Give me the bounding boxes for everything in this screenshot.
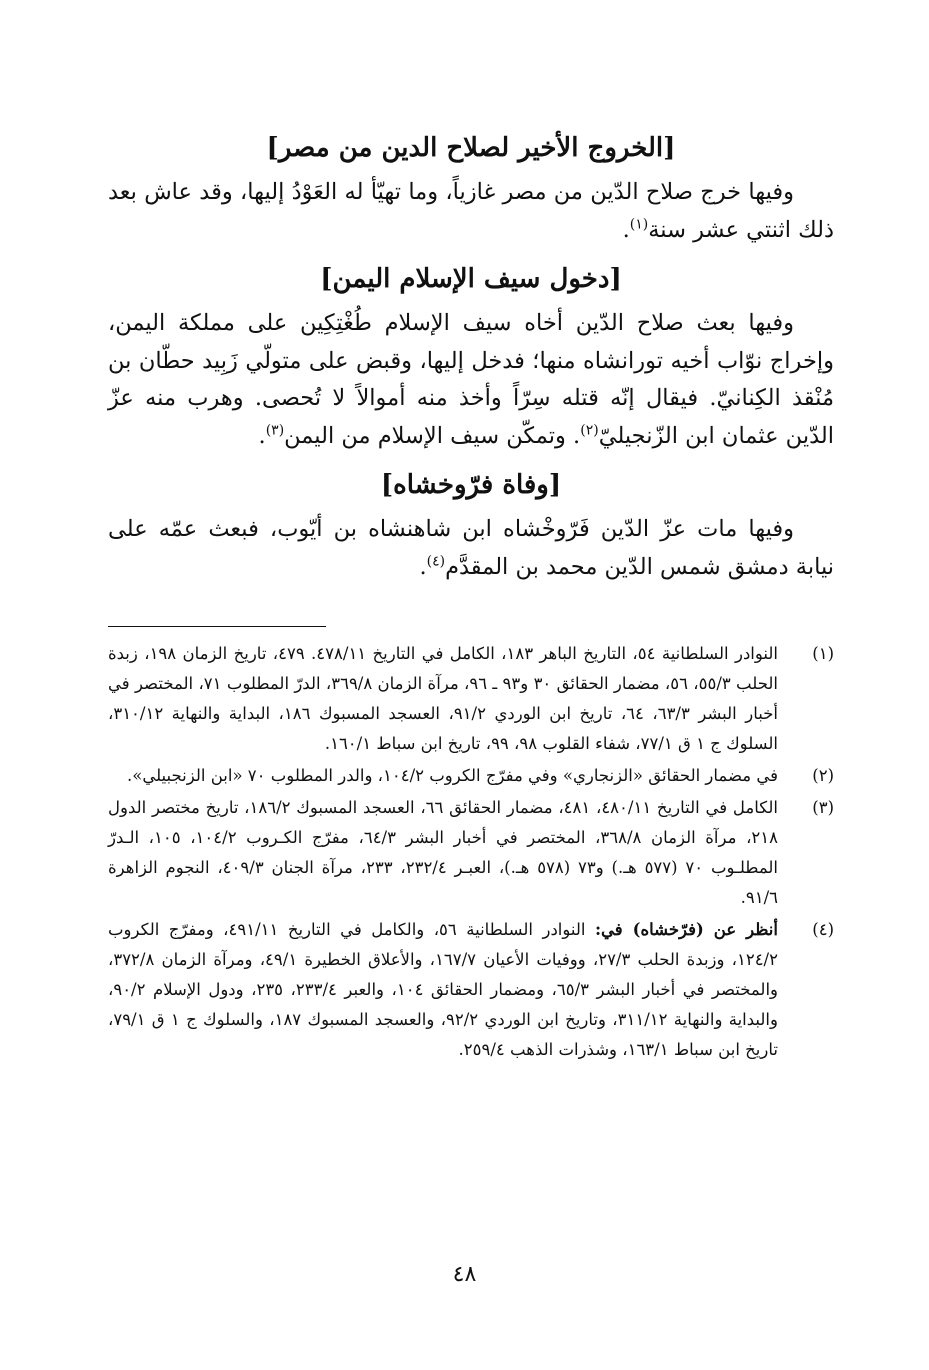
footnote-1: [108, 639, 834, 759]
page-number: ٤٨: [452, 1262, 477, 1287]
footnote-number: (٣): [812, 798, 834, 817]
footnote-2: [108, 761, 834, 791]
footnote-separator: [108, 626, 834, 627]
footnote-text: أنظر عن (فرّخشاه) في: النوادر السلطانية ٥٦، والكامل في التاريخ ٤٩١/١١، ومفرّج الكروب ١٢٤/٢، وزبدة الحلب ٢٧/٣، ووفيات الأعيان ١٦٧/٧، والأعلاق الخطيرة ٤٩/١، ومرآة الزمان ٣٧٢/٨، والمختصر في أخبار البشر ٦٥/٣، ومضمار الحقائق ١٠٤، والعبر ٢٣٣/٤، ٢٣٥، ودول الإسلام ٩٠/٢، والبداية والنهاية ٣١١/١٢، وتاريخ ابن الوردي ٩٢/٢، والعسجد المسبوك ١٨٧، والسلوك ج ١ ق ٧٩/١، تاريخ ابن سباط ١٦٣/١، وشذرات الذهب ٢٥٩/٤.: [108, 920, 778, 1059]
footnote-text: في مضمار الحقائق «الزنجاري» وفي مفرّج الكروب ١٠٤/٢، والدر المطلوب ٧٠ «ابن الزنجبيلي».: [127, 766, 778, 785]
section-paragraph-3: وفيها مات عزّ الدّين فَرّوخْشاه ابن شاهنشاه بن أيّوب، فبعث عمّه على نيابة دمشق شمس الدّين محمد بن المقدَّم$^{(٤)}$.: [108, 516, 834, 580]
footnote-number: (١): [812, 644, 834, 663]
footnote-text: الكامل في التاريخ ٤٨٠/١١، ٤٨١، مضمار الحقائق ٦٦، العسجد المسبوك ١٨٦/٢، تاريخ مختصر الدول ٢١٨، مرآة الزمان ٣٦٨/٨، المختصر في أخبار البشر ٦٤/٣، مفرّج الكـروب ١٠٤/٢، ١٠٥، الـدرّ المطلـوب ٧٠ (٥٧٧ هـ.) و٧٣ (٥٧٨ هـ.)، العبـر ٢٣٢/٤، ٢٣٣، مرآة الجنان ٤٠٩/٣، النجوم الزاهرة ٩١/٦.: [108, 798, 778, 907]
footnote-ref: (١): [629, 216, 649, 232]
footnote-ref: (٤): [426, 553, 446, 569]
footnote-lead: أنظر عن (فرّخشاه) في:: [594, 920, 778, 939]
section-heading-3: [وفاة فرّوخشاه]: [380, 470, 562, 500]
footnote-3: [108, 793, 834, 913]
section-paragraph-1: وفيها خرج صلاح الدّين من مصر غازياً، وما تهيّأ له العَوْدُ إليها، وقد عاش بعد ذلك اثنتي عشر سنة$^{(١)}$.: [108, 179, 834, 243]
footnote-number: (٤): [812, 920, 834, 939]
footnote-number: (٢): [812, 766, 834, 785]
footnote-ref: (٢): [580, 422, 599, 438]
section-paragraph-2: وفيها بعث صلاح الدّين أخاه سيف الإسلام طُغْتِكِين على مملكة اليمن، وإخراج نوّاب أخيه تورانشاه منها؛ فدخل إليها، وقبض على متولّي زَبِيد حطّان بن مُنْقذ الكِنانيّ. فيقال إنّه قتله سِرّاً وأخذ منه أموالاً لا تُحصى. وهرب منه عزّ الدّين عثمان ابن الزّنجيليّ$^{(٢)}$. وتمكّن سيف الإسلام من اليمن$^{(٣)}$.: [108, 310, 834, 449]
section-heading-1: [الخروج الأخير لصلاح الدين من مصر]: [266, 133, 676, 163]
footnote-4: [108, 915, 834, 1065]
section-heading-2: [دخول سيف الإسلام اليمن]: [320, 264, 622, 294]
footnote-text: النوادر السلطانية ٥٤، التاريخ الباهر ١٨٣، الكامل في التاريخ ٤٧٨/١١. ٤٧٩، تاريخ الزمان ١٩٨، زبدة الحلب ٥٥/٣، ٥٦، مضمار الحقائق ٣٠ و٩٣ ـ ٩٦، مرآة الزمان ٣٦٩/٨، الدرّ المطلوب ٧١، المختصر في أخبار البشر ٦٣/٣، ٦٤، تاريخ ابن الوردي ٩١/٢، العسجد المسبوك ١٨٦، البداية والنهاية ٣١٠/١٢، السلوك ج ١ ق ٧٧/١، شفاء القلوب ٩٨، ٩٩، تاريخ ابن سباط ١٦٠/١.: [108, 644, 779, 753]
footnote-ref: (٣): [265, 422, 285, 438]
page-body: [108, 128, 834, 1067]
